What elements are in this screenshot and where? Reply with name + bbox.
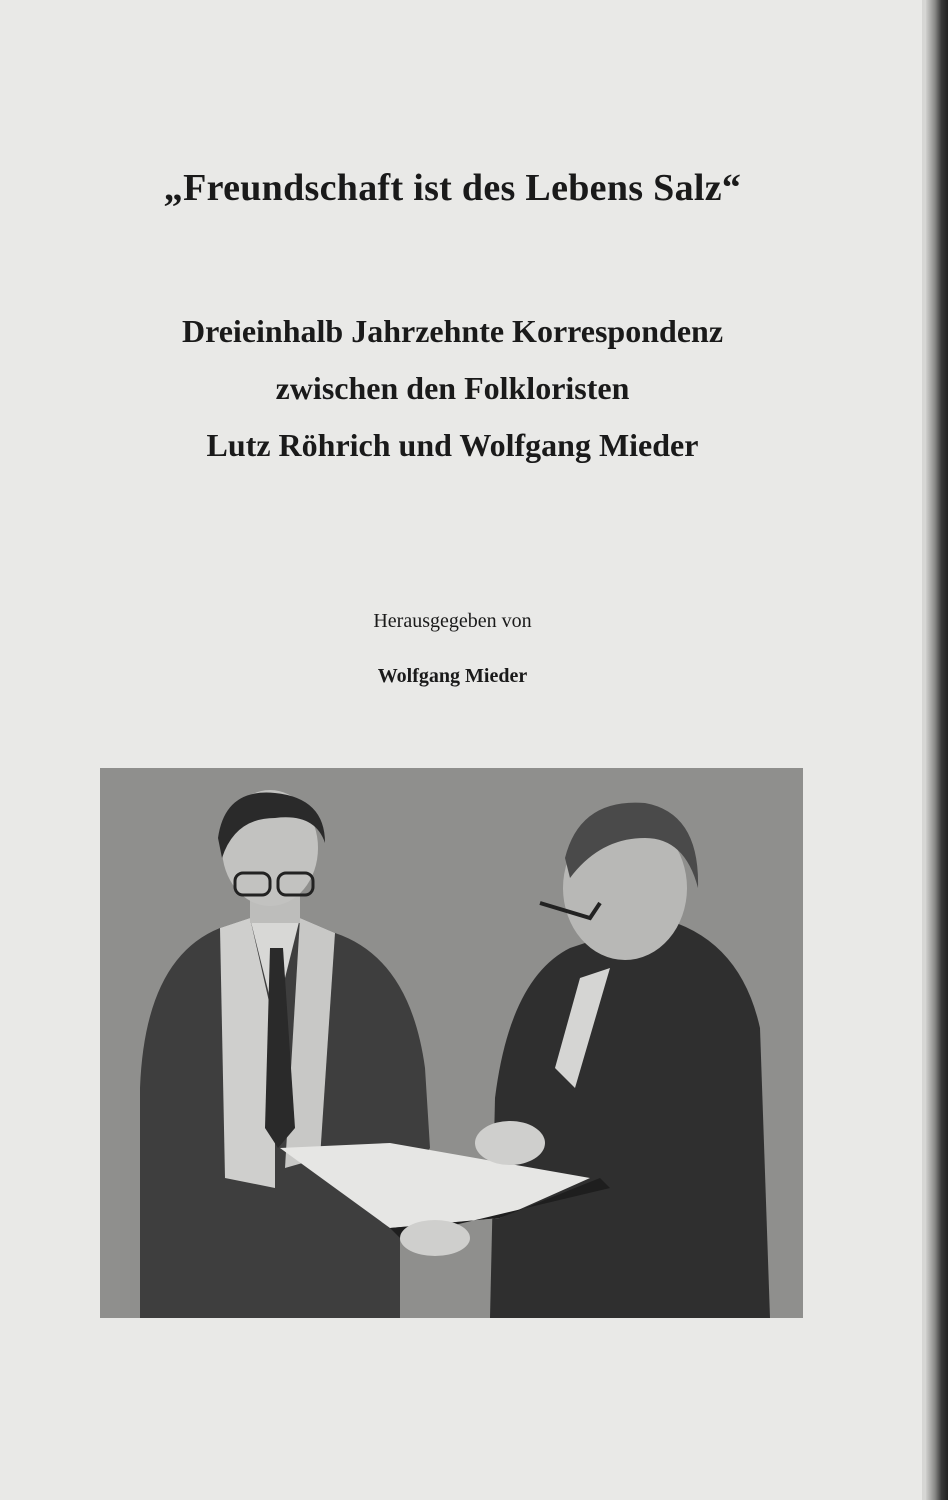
editor-label: Herausgegeben von xyxy=(373,610,532,632)
editor-name: Wolfgang Mieder xyxy=(377,665,528,687)
subtitle-line-2: zwischen den Folkloristen xyxy=(275,370,630,406)
book-spine-edge xyxy=(926,0,948,1500)
cover-photo xyxy=(100,768,803,1318)
book-title: „Freundschaft ist des Lebens Salz“ xyxy=(163,167,742,209)
photo-two-men-with-book xyxy=(100,768,803,1318)
subtitle-line-3: Lutz Röhrich und Wolfgang Mieder xyxy=(206,427,699,463)
subtitle-line-1: Dreieinhalb Jahrzehnte Korrespondenz xyxy=(181,313,724,349)
